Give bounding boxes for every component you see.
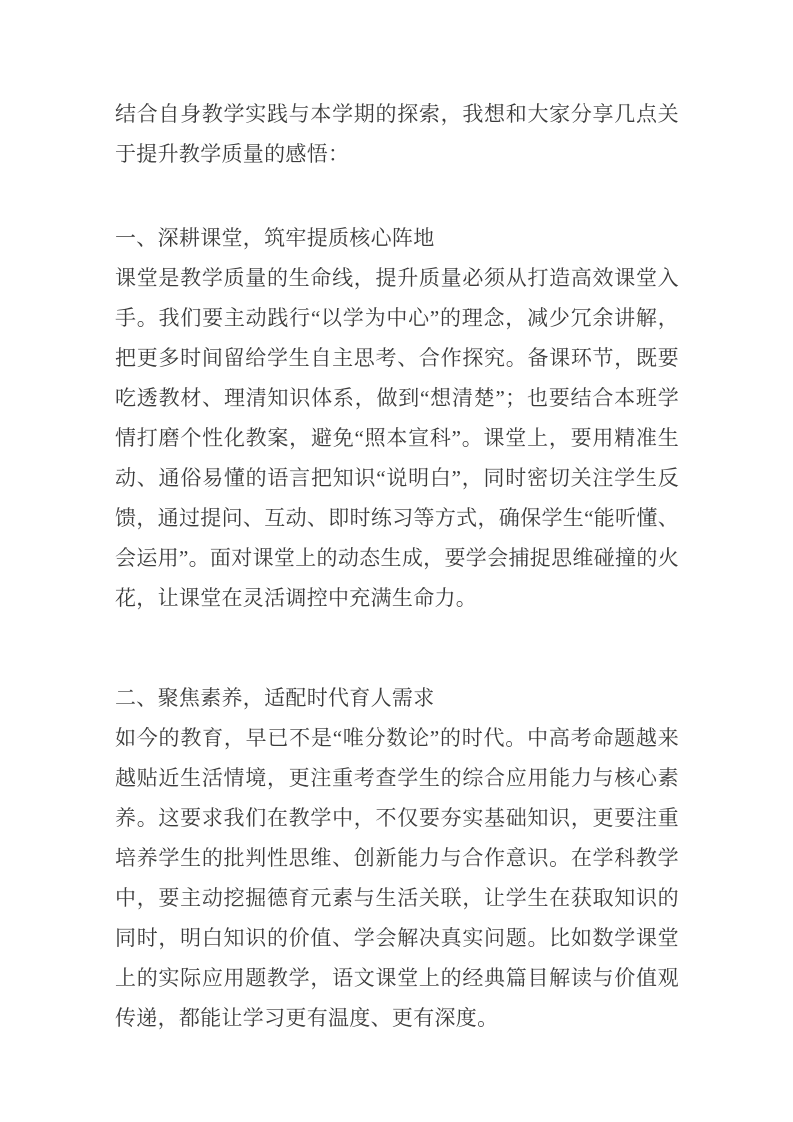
section-classroom-body: 课堂是教学质量的生命线，提升质量必须从打造高效课堂入手。我们要主动践行“以学为中心”的理念，减少冗余讲解，把更多时间留给学生自主思考、合作探究。备课环节，既要吃透教材、理清知识体系，做到“想清楚”；也要结合本班学情打磨个性化教案，避免“照本宣科”。课堂上，要用精准生动、通俗易懂的语言把知识“说明白”，同时密切关注学生反馈，通过提问、互动、即时练习等方式，确保学生“能听懂、会运用”。面对课堂上的动态生成，要学会捕捉思维碰撞的火花，让课堂在灵活调控中充满生命力。 xyxy=(115,266,679,610)
section-literacy xyxy=(115,678,679,1038)
intro-paragraph: 结合自身教学实践与本学期的探索，我想和大家分享几点关于提升教学质量的感悟： xyxy=(115,102,679,166)
document-content xyxy=(115,94,679,1038)
section-classroom-heading: 一、深耕课堂，筑牢提质核心阵地 xyxy=(115,226,435,250)
section-literacy-body: 如今的教育，早已不是“唯分数论”的时代。中高考命题越来越贴近生活情境，更注重考查学生的综合应用能力与核心素养。这要求我们在教学中，不仅要夯实基础知识，更要注重培养学生的批判性思维、创新能力与合作意识。在学科教学中，要主动挖掘德育元素与生活关联，让学生在获取知识的同时，明白知识的价值、学会解决真实问题。比如数学课堂上的实际应用题教学，语文课堂上的经典篇目解读与价值观传递，都能让学习更有温度、更有深度。 xyxy=(115,726,679,1030)
section-literacy-heading: 二、聚焦素养，适配时代育人需求 xyxy=(115,686,435,710)
section-classroom xyxy=(115,218,679,618)
